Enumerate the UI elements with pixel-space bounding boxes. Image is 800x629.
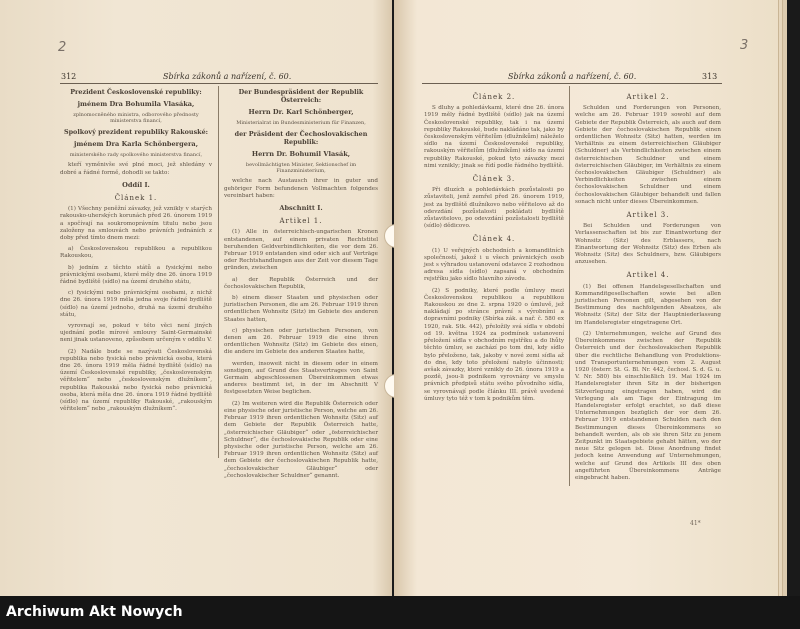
- text: (2) Nadále bude se nazývati Československá republika nebo fysická nebo právnická osoba, která dne 26. února 1919 měla řádné bydliště (sídlo) na území Československé republiky, „československým věřitelem“ nebo „československým dlužníkem“, republika Rakouská nebo fysická nebo právnická osoba, která měla dne 26. února 1919 řádné bydliště (sídlo) na území republiky Rakouské, „rakouským věřitelem“ nebo „rakouským dlužníkem“.: [60, 348, 212, 413]
- footnote-mark: 41*: [690, 520, 701, 527]
- text: ministerského rady spolkového ministerstva financí,: [69, 152, 203, 159]
- article-heading: Článek 1.: [114, 194, 158, 203]
- article-heading: Artikel 4.: [626, 271, 670, 280]
- text: Ministerialrat im Bundesministerium für Finanzen,: [236, 120, 366, 127]
- section-heading: Oddíl I.: [122, 180, 150, 189]
- text: c) fysickými nebo právnickými osobami, z nichž dne 26. února 1919 měla jedna svoje řádné bydliště (sídlo) na území jednoho, druhá na území druhého státu,: [60, 290, 212, 318]
- text: bevollmächtigten Minister, Sektionschef im Finanzministerium,: [245, 162, 357, 175]
- right-header-rule: [422, 83, 722, 84]
- text: zplnomocněného ministra, odborového přednosty ministerstva financí,: [73, 112, 199, 125]
- text: vyrovnají se, pokud v této věci není jiných ujednání podle mírové smlouvy Saint-Germainské neni jinak ustanoveno, způsobem určeným v oddílu V.: [60, 323, 212, 344]
- article-heading: Artikel 1.: [279, 217, 323, 226]
- archive-label: Archiwum Akt Nowych: [6, 604, 183, 620]
- text: a) Československou republikou a republikou Rakouskou,: [60, 246, 212, 260]
- left-column-czech: [60, 88, 212, 418]
- right-page-number: 313: [702, 72, 718, 81]
- text: Bei Schulden und Forderungen von Verlassenschaften ist bis zur Einantwortung der Wohnsitz (Sitz) des Erblassers, nach Einantwortung der Wohnsitz (Sitz) des Erben als Wohnsitz (Sitz) des Schuldners, bzw. Gläubigers anzusehen.: [575, 223, 721, 266]
- text: (1) Všechny peněžní závazky, jež vznikly v starých rakousko-uherských korunách před 26. únorem 1919 a spočívají na soukromoprávním titulu nebo jsou založeny na smlouvách nebo právních jednáních z doby před tímto dnem mezi:: [60, 206, 212, 242]
- right-running-title: Sbírka zákonů a nařízení, č. 60.: [508, 72, 637, 81]
- right-pencil-mark: 3: [740, 38, 749, 53]
- text: jménem Dra Karla Schönbergera,: [73, 140, 199, 149]
- left-pencil-mark: 2: [58, 40, 67, 55]
- text: (1) Alle in österreichisch-ungarischen Kronen entstandenen, auf einem privaten Rechtstitel beruhenden Geldverbindlichkeiten, die vor dem 26. Februar 1919 entstanden sind oder sich auf Verträge oder Rechtshandlungen aus der Zeit vor diesem Tage gründen, zwischen: [224, 229, 378, 272]
- left-header-rule: [60, 83, 378, 84]
- text: Herrn Dr. Bohumil Vlasák,: [251, 150, 351, 159]
- left-running-title: Sbírka zákonů a nařízení, č. 60.: [163, 72, 292, 81]
- text: jménem Dra Bohumila Vlasáka,: [77, 100, 195, 108]
- text: Prezident Československé republiky:: [70, 88, 202, 96]
- left-column-divider: [218, 86, 219, 458]
- right-column-divider: [569, 86, 570, 486]
- text: (1) Bei offenen Handelsgesellschaften und Kommanditgesellschaften sowie bei allen juristischen Personen gilt, abgesehen von der Bestimmung des nachfolgenden Absatzes, als Wohnsitz (Sitz) der Sitz der Hauptniederlassung im Handelsregister eingetragene Ort.: [575, 283, 721, 326]
- text: Při dluzích a pohledávkách pozůstalosti po zůstaviteli, jenž zemřel před 26. únorem 1919, jest za bydliště dlužníkovo nebo věřitelovo až do odevzdání pozůstalosti pokládati bydliště zůstavitelovo, po odevzdání pozůstalosti bydliště (sídlo) dědicovo.: [424, 187, 564, 230]
- right-page: [394, 0, 778, 629]
- text: (2) Im weiteren wird die Republik Österreich oder eine physische oder juristische Person, welche am 26. Februar 1919 ihren ordentlichen Wohnsitz (Sitz) auf dem Gebiete der Republik Österreich hatte, „österreichischer Gläubiger“ oder „österreichischer Schuldner“, die čechoslovakische Republik oder eine physische oder juristische Person, welche am 26. Februar 1919 ihren ordentlichen Wohnsitz (Sitz) auf dem Gebiete der čechoslovakischen Republik hatte, „čechoslovakischer Gläubiger“ oder „čechoslovakischer Schuldner“ genannt.: [224, 400, 378, 479]
- left-page: [0, 0, 392, 629]
- text: (2) S podniky, které podle úmluvy mezi Československou republikou a republikou Rakouskou ze dne 2. srpna 1920 o úmluvě, jež nakládají po stránce právní s výrobními a dopravními podniky (Sbírka zák. a nař. č. 580 ex 1920, rak. Stk. 442), přeložily svá sídla v období od 19. května 1924 za podmínek ustanovení přeložení sídla v obchodním rejstříku a do lhůty těchto úmluv, se zachází po tom dni, kdy sídlo bylo přeloženo, tak, jakoby v nové zemi sídla až do dne, kdy toto přeložení nabylo účinnosti; avšak závazky, které vznikly do 26. února 1919 a pozdě, jsou-li podnikem vyrovnány ve smyslu právních předpisů státu svého původního sídla, se vyrovnávají podle článku III. právě uvedené úmluvy tyto též v tom k podnikům těm.: [424, 287, 564, 402]
- article-heading: Artikel 3.: [626, 211, 670, 220]
- text: Spolkový prezident republiky Rakouské:: [63, 128, 209, 137]
- text: (1) U veřejných obchodních a komanditních společností, jakož i u všech právnických osob jest s výhradou ustanovení odstavce 2 rozhodnou adresa sídla (sídlo) zapsaná v obchodním rejstříku jako sídlo hlavního závodu.: [424, 247, 564, 283]
- section-heading: Abschnitt I.: [279, 204, 323, 213]
- text: b) jedním z těchto států a fysickými nebo právnickými osobami, které měly dne 26. února 1919 řádné bydliště (sídlo) na území druhého státu,: [60, 264, 212, 286]
- left-page-number: 312: [61, 72, 77, 81]
- text: Der Bundespräsident der Republik Österreich:: [238, 88, 364, 104]
- text: der Präsident der Čechoslovakischen Republik:: [234, 130, 368, 147]
- right-column-czech: [424, 88, 564, 407]
- article-heading: Článek 4.: [472, 235, 516, 244]
- text: kteří vyměnivše své plné moci, jež shledány v dobré a řádné formě, dohodli se takto:: [60, 162, 212, 176]
- text: a) der Republik Österreich und der čechoslovakischen Republik,: [224, 276, 378, 290]
- text: welche nach Austausch ihrer in guter und gehöriger Form befundenen Vollmachten folgendes vereinbart haben:: [224, 178, 378, 199]
- text: Herrn Dr. Karl Schönberger,: [248, 108, 354, 116]
- text: S dluhy a pohledávkami, které dne 26. února 1919 měly řádné bydliště (sídlo) jak na území Československé republiky, tak i na území republiky Rakouské, bude nakládáno tak, jako by československým věřitelům (dlužníkům) náleželo sídlo na území Československé republiky, rakouským věřitelům (dlužníkům) sídlo na území republiky Rakouské, pokud tyto závazky mezi nimi vznikly; jinak se řídí podle řádného bydliště.: [424, 105, 564, 169]
- article-heading: Článek 2.: [472, 93, 516, 101]
- text: Schulden und Forderungen von Personen, welche am 26. Februar 1919 sowohl auf dem Gebiete der Republik Österreich, als auch auf dem Gebiete der čechoslovakischen Republik einen ordentlichen Wohnsitz (Sitz) hatten, werden im Verhältnis zu einem österreichischen Gläubiger (Schuldner) als Verbindlichkeiten zwischen einem österreichischen Schuldner und einem österreichischen Gläubiger, im Verhältnis zu einem čechoslovakischen Gläubiger (Schuldner) als Verbindlichkeiten zwischen einem čechoslovakischen Schuldner und einem čechoslovakischen Gläubiger behandelt und fallen sonach nicht unter dieses Übereinkommen.: [575, 105, 721, 205]
- text: c) physischen oder juristischen Personen, von denen am 26. Februar 1919 die eine ihren ordentlichen Wohnsitz (Sitz) im Gebiete des einen, die andere im Gebiete des anderen Staates hatte,: [224, 327, 378, 356]
- archive-footer-bar: [0, 596, 800, 629]
- article-heading: Článek 3.: [472, 175, 516, 184]
- text: b) einem dieser Staaten und physischen oder juristischen Personen, die am 26. Februar 1919 ihren ordentlichen Wohnsitz (Sitz) im Gebiete des anderen Staates hatten,: [224, 295, 378, 323]
- article-heading: Artikel 2.: [626, 93, 670, 101]
- text: werden, insoweit nicht in diesem oder in einem sonstigen, auf Grund des Staatsvertrages von Saint Germain abgeschlossenen Übereinkommen etwas anderes bestimmt ist, in der im Abschnitt V festgesetzten Weise beglichen.: [224, 360, 378, 396]
- right-column-german: [575, 88, 721, 486]
- page-stack-edge: [782, 0, 787, 629]
- text: (2) Unternehmungen, welche auf Grund des Übereinkommens zwischen der Republik Österreich und der čechoslovakischen Republik über die rechtliche Behandlung von Produktions- und Transportunternehmungen vom 2. August 1920 (österr. St. G. Bl. Nr. 442, čechosl. S. d. G. u. V. Nr. 580) bis einschließlich 19. Mai 1924 im Handelsregister ihren Sitz in der bisherigen Sitzverlegung eingetragen haben, wird die Verlegung als am Tage der Eintragung im Handelsregister erfolgt erachtet, so daß diese Unternehmungen bezüglich der vor dem 26. Februar 1919 entstandenen Schulden nach den Bestimmungen dieses Übereinkommens so behandelt werden, als ob sie ihren Sitz zu jenem Zeitpunkt im Staatsgebiete gehabt hätten, wo der neue Sitz gelegen ist. Diese Anordnung findet jedoch keine Anwendung auf Unternehmungen, welche auf Grund des Artikels III des oben angeführten Übereinkommens Anträge eingebracht haben.: [575, 330, 721, 481]
- left-column-german: [224, 88, 378, 484]
